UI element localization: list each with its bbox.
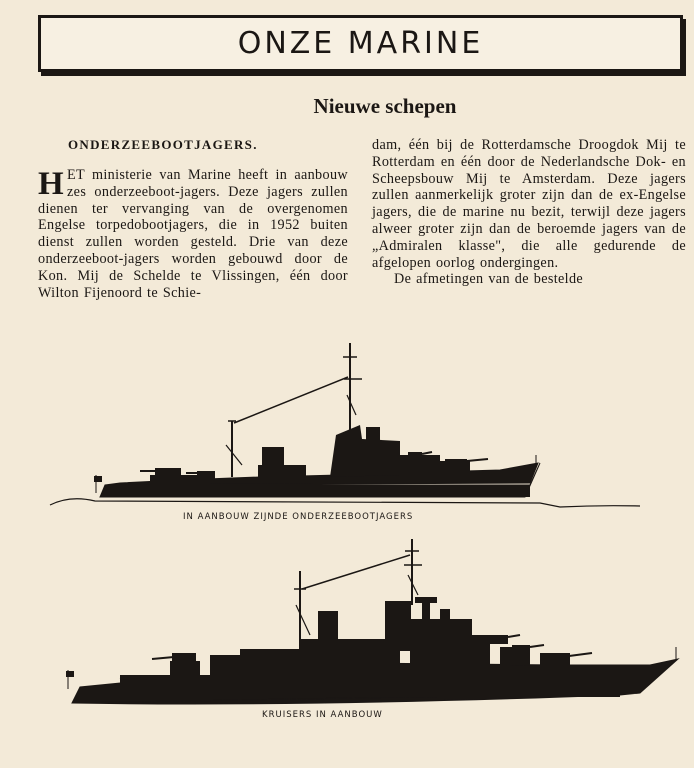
masthead <box>38 15 683 72</box>
cruiser-caption: KRUISERS IN AANBOUW <box>262 710 383 720</box>
article-text-right-2: De afmetingen van de bestelde <box>394 271 584 288</box>
article-column-left <box>38 137 348 301</box>
article-text-right: dam, één bij de Rotterdamsche Droogdok Mij te Rotterdam en één door de Nederlandsche Dok- en Scheepsbouw Mij te Amsterdam. Deze jagers zullen aanmerkelijk groter zijn dan de ex-Engelse jagers, die de marine nu bezit, terwijl deze jagers alweer groter zijn dan de beroemde jagers van de „Admiralen klasse", die alle gedurende de afgelopen oorlog ondergingen. <box>372 137 686 271</box>
drop-cap: H <box>38 166 65 202</box>
article-column-right <box>372 137 686 288</box>
article-text-left: ET ministerie van Marine heeft in aanbouw zes onderzeeboot-jagers. Deze jagers zullen dienen ter vervanging van de overgenomen Engelse torpedobootjagers, die in 1952 buiten dienst zullen worden gesteld. Drie van deze onderzeeboot-jagers worden gebouwd door de Kon. Mij de Schelde te Vlissingen, één door Wilton Fijenoord te Schie- <box>38 167 348 301</box>
article-paragraph-1 <box>38 167 348 301</box>
article-subheading: ONDERZEEBOOTJAGERS. <box>68 137 258 152</box>
destroyer-caption: IN AANBOUW ZIJNDE ONDERZEEBOOTJAGERS <box>183 512 414 522</box>
masthead-title: ONZE MARINE <box>237 26 484 61</box>
cruiser-illustration <box>0 535 694 710</box>
article-heading: Nieuwe schepen <box>313 94 457 118</box>
destroyer-illustration <box>0 335 694 515</box>
